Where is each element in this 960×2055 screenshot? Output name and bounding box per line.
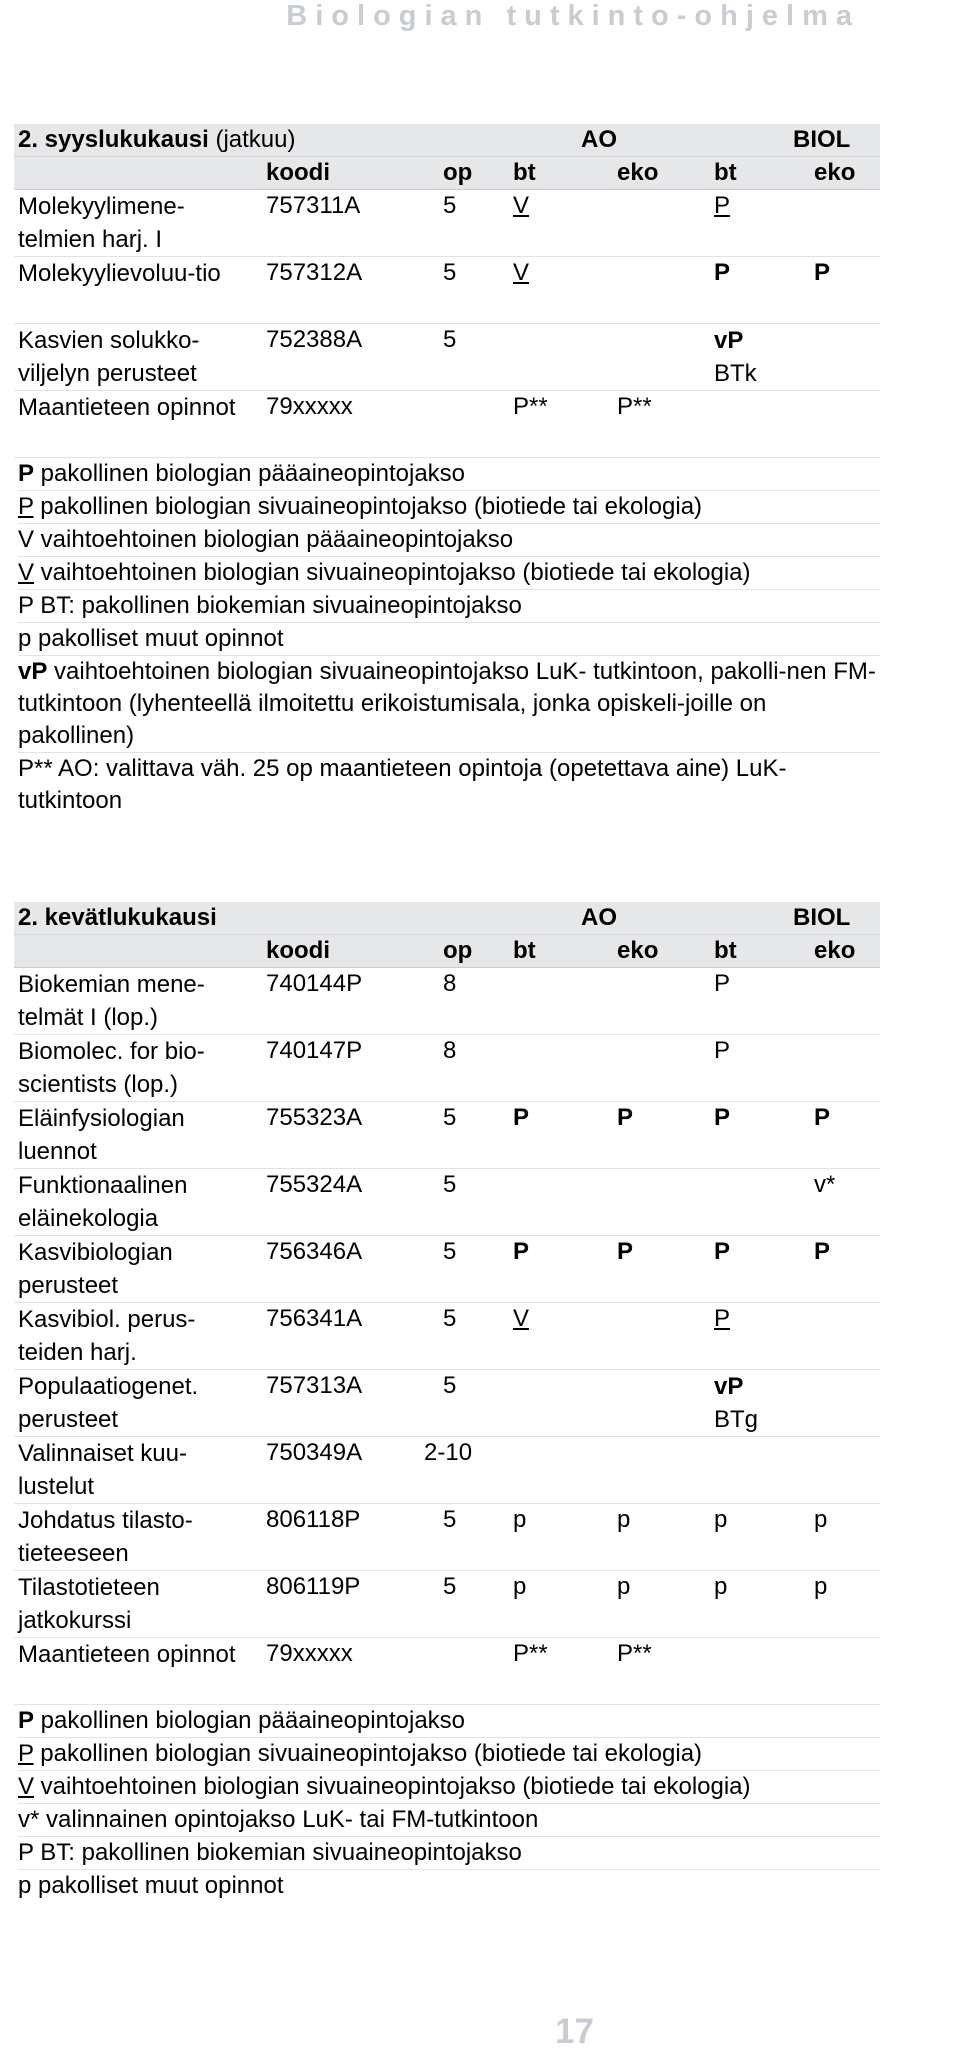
- course-name: Kasvibiol. perus-teiden harj.: [18, 1306, 196, 1366]
- legend-text: pakolliset muut opinnot: [31, 625, 284, 652]
- table-row: [14, 1504, 880, 1571]
- legend-item: [18, 1705, 880, 1738]
- biol-bt-mark: p: [714, 1573, 728, 1600]
- group-ao-label: AO: [581, 904, 617, 931]
- table-row: [14, 391, 880, 458]
- course-code: 806119P: [266, 1573, 361, 1600]
- table-row: [14, 1303, 880, 1370]
- table-row: [14, 1638, 880, 1705]
- biol-bt-mark: P: [714, 1305, 731, 1332]
- course-code: 756346A: [266, 1238, 363, 1265]
- col-biol-eko: eko: [814, 159, 856, 186]
- course-credits: 5: [443, 326, 457, 353]
- course-credits: 5: [443, 1506, 457, 1533]
- biol-eko-mark: p: [814, 1506, 828, 1533]
- course-code: 757311A: [266, 192, 361, 219]
- course-code: 750349A: [266, 1439, 363, 1466]
- legend-text: vaihtoehtoinen biologian sivuaineopintojakso (biotiede tai ekologia): [34, 1773, 751, 1800]
- ao-bt-mark: P**: [513, 393, 548, 420]
- col-op: op: [443, 159, 473, 186]
- legend-item: [18, 1870, 880, 1902]
- col-ao-eko: eko: [617, 937, 659, 964]
- column-header-row: [14, 157, 880, 190]
- biol-bt-mark-sub: BTk: [714, 360, 757, 387]
- course-name: Funktionaalinen eläinekologia: [18, 1172, 188, 1232]
- ao-eko-mark: P**: [617, 393, 652, 420]
- col-koodi: koodi: [266, 937, 330, 964]
- course-code: 79xxxxx: [266, 393, 353, 420]
- legend-item: [18, 1738, 880, 1771]
- course-credits: 5: [443, 1104, 457, 1131]
- course-name: Kasvibiologian perusteet: [18, 1239, 173, 1299]
- legend-mark: P: [18, 493, 34, 520]
- biol-eko-mark: P: [814, 1104, 831, 1131]
- page-number: 17: [555, 2012, 594, 2051]
- col-biol-eko: eko: [814, 937, 856, 964]
- ao-bt-mark: p: [513, 1573, 527, 1600]
- course-credits: 8: [443, 1037, 457, 1064]
- legend-item: [18, 1771, 880, 1804]
- legend-text: pakollinen biologian pääaineopintojakso: [34, 460, 466, 487]
- legend-mark: P: [18, 1707, 35, 1734]
- legend-mark: V: [18, 559, 35, 586]
- section-heading: [14, 124, 880, 157]
- course-name: Biomolec. for bio-scientists (lop.): [18, 1038, 205, 1098]
- course-name: Molekyylievoluu-tio: [18, 260, 221, 287]
- table-row: [14, 1169, 880, 1236]
- course-code: 740147P: [266, 1037, 363, 1064]
- ao-eko-mark: p: [617, 1506, 631, 1533]
- legend-text: valinnainen opintojakso LuK- tai FM-tutkintoon: [39, 1806, 539, 1833]
- course-credits: 5: [443, 1372, 457, 1399]
- section-heading: [14, 902, 880, 935]
- section-title-bold: 2. syyslukukausi: [18, 126, 209, 153]
- legend-text: pakollinen biokemian sivuaineopintojakso: [74, 1839, 522, 1866]
- legend-mark: P: [18, 460, 35, 487]
- course-name: Eläinfysiologian luennot: [18, 1105, 185, 1165]
- ao-eko-mark: p: [617, 1573, 631, 1600]
- course-credits: 5: [443, 1305, 457, 1332]
- column-header-row: [14, 935, 880, 968]
- course-credits: 5: [443, 192, 457, 219]
- course-name: Biokemian mene-telmät I (lop.): [18, 971, 205, 1031]
- biol-eko-mark: p: [814, 1573, 828, 1600]
- biol-bt-mark: [714, 324, 757, 390]
- legend-text: vaihtoehtoinen biologian pääaineopintojakso: [34, 526, 514, 553]
- legend-text: pakollinen biologian pääaineopintojakso: [34, 1707, 466, 1734]
- course-name: Molekyylimene-telmien harj. I: [18, 193, 185, 253]
- table-row: [14, 1370, 880, 1437]
- legend-item: [18, 1804, 880, 1837]
- biol-bt-mark-sub: BTg: [714, 1406, 759, 1433]
- col-biol-bt: bt: [714, 159, 737, 186]
- course-credits: 5: [443, 1573, 457, 1600]
- biol-eko-mark: v*: [814, 1171, 836, 1198]
- biol-bt-mark: P: [714, 970, 731, 997]
- legend-text: pakolliset muut opinnot: [31, 1872, 284, 1899]
- course-code: 755324A: [266, 1171, 363, 1198]
- col-koodi: koodi: [266, 159, 330, 186]
- course-code: 755323A: [266, 1104, 363, 1131]
- course-code: 757313A: [266, 1372, 363, 1399]
- legend-item: [18, 458, 880, 491]
- course-credits: 8: [443, 970, 457, 997]
- course-code: 757312A: [266, 259, 363, 286]
- col-ao-bt: bt: [513, 937, 536, 964]
- group-biol-label: BIOL: [793, 126, 851, 153]
- legend-text: vaihtoehtoinen biologian sivuaineopintojakso LuK- tutkintoon, pakolli-nen FM- tutkintoon (lyhenteellä ilmoitettu erikoistumisala, jonka opiskeli-joille on pakollinen): [18, 658, 876, 749]
- legend-item: [18, 753, 880, 817]
- table-row: [14, 1437, 880, 1504]
- ao-bt-mark: V: [513, 1305, 530, 1332]
- ao-bt-mark: P: [513, 1238, 530, 1265]
- page-header-title: Biologian tutkinto-ohjelma: [286, 0, 860, 32]
- course-name: Tilastotieteen jatkokurssi: [18, 1574, 160, 1634]
- legend-mark: P: [18, 1740, 34, 1767]
- ao-bt-mark: V: [513, 259, 530, 286]
- biol-eko-mark: P: [814, 259, 831, 286]
- biol-bt-mark: p: [714, 1506, 728, 1533]
- group-ao-label: AO: [581, 126, 617, 153]
- legend-item: [18, 491, 880, 524]
- ao-bt-mark: P: [513, 1104, 530, 1131]
- course-name: Maantieteen opinnot: [18, 394, 236, 421]
- section-title: [18, 124, 295, 156]
- ao-bt-mark: V: [513, 192, 530, 219]
- autumn-semester-section: [14, 124, 880, 817]
- group-biol-label: BIOL: [793, 904, 851, 931]
- legend-mark: P BT:: [18, 592, 75, 619]
- course-name: Valinnaiset kuu-lustelut: [18, 1440, 187, 1500]
- table-row: [14, 190, 880, 257]
- section-title: 2. kevätlukukausi: [18, 904, 217, 931]
- course-name: Kasvien solukko-viljelyn perusteet: [18, 327, 200, 387]
- legend-mark: V: [18, 526, 35, 553]
- course-code: 752388A: [266, 326, 363, 353]
- legend-item: [18, 1837, 880, 1870]
- legend-item: [18, 656, 880, 753]
- table-row: [14, 968, 880, 1035]
- legend-mark: P**: [18, 755, 53, 782]
- biol-bt-mark: P: [714, 1238, 731, 1265]
- table-row: [14, 1236, 880, 1303]
- table-row: [14, 324, 880, 391]
- col-ao-eko: eko: [617, 159, 659, 186]
- table-row: [14, 257, 880, 324]
- biol-bt-mark: P: [714, 259, 731, 286]
- biol-bt-mark: P: [714, 192, 731, 219]
- biol-eko-mark: P: [814, 1238, 831, 1265]
- ao-eko-mark: P: [617, 1238, 634, 1265]
- section-title-rest: (jatkuu): [208, 126, 296, 153]
- legend-item: [18, 524, 880, 557]
- course-code: 806118P: [266, 1506, 361, 1533]
- col-ao-bt: bt: [513, 159, 536, 186]
- legend-mark: p: [18, 1872, 32, 1899]
- course-credits: 2-10: [424, 1439, 473, 1466]
- col-biol-bt: bt: [714, 937, 737, 964]
- course-credits: 5: [443, 259, 457, 286]
- legend-item: [18, 623, 880, 656]
- course-name: Johdatus tilasto-tieteeseen: [18, 1507, 193, 1567]
- ao-bt-mark: p: [513, 1506, 527, 1533]
- legend-item: [18, 557, 880, 590]
- legend-mark: p: [18, 625, 32, 652]
- course-code: 756341A: [266, 1305, 363, 1332]
- course-credits: 5: [443, 1238, 457, 1265]
- legend-text: vaihtoehtoinen biologian sivuaineopintojakso (biotiede tai ekologia): [34, 559, 751, 586]
- biol-bt-mark: P: [714, 1104, 731, 1131]
- legend-text: AO: valittava väh. 25 op maantieteen opintoja (opetettava aine) LuK-tutkintoon: [18, 755, 787, 814]
- legend: [14, 458, 880, 817]
- table-row: [14, 1571, 880, 1638]
- legend-text: pakollinen biologian sivuaineopintojakso (biotiede tai ekologia): [33, 493, 703, 520]
- course-name: Maantieteen opinnot: [18, 1641, 236, 1668]
- spring-semester-section: [14, 902, 880, 1902]
- biol-bt-mark: [714, 1370, 758, 1436]
- legend-mark: P BT:: [18, 1839, 75, 1866]
- course-code: 740144P: [266, 970, 363, 997]
- biol-bt-mark-main: vP: [714, 1373, 744, 1400]
- ao-eko-mark: P: [617, 1104, 634, 1131]
- legend-text: pakollinen biologian sivuaineopintojakso (biotiede tai ekologia): [33, 1740, 703, 1767]
- ao-bt-mark: P**: [513, 1640, 548, 1667]
- col-op: op: [443, 937, 473, 964]
- course-credits: 5: [443, 1171, 457, 1198]
- biol-bt-mark-main: vP: [714, 327, 744, 354]
- biol-bt-mark: P: [714, 1037, 731, 1064]
- legend-mark: vP: [18, 658, 48, 685]
- course-name: Populaatiogenet. perusteet: [18, 1373, 199, 1433]
- ao-eko-mark: P**: [617, 1640, 652, 1667]
- table-row: [14, 1102, 880, 1169]
- legend-mark: V: [18, 1773, 35, 1800]
- table-row: [14, 1035, 880, 1102]
- legend-item: [18, 590, 880, 623]
- legend: [14, 1705, 880, 1902]
- legend-mark: v*: [18, 1806, 40, 1833]
- legend-text: pakollinen biokemian sivuaineopintojakso: [74, 592, 522, 619]
- course-code: 79xxxxx: [266, 1640, 353, 1667]
